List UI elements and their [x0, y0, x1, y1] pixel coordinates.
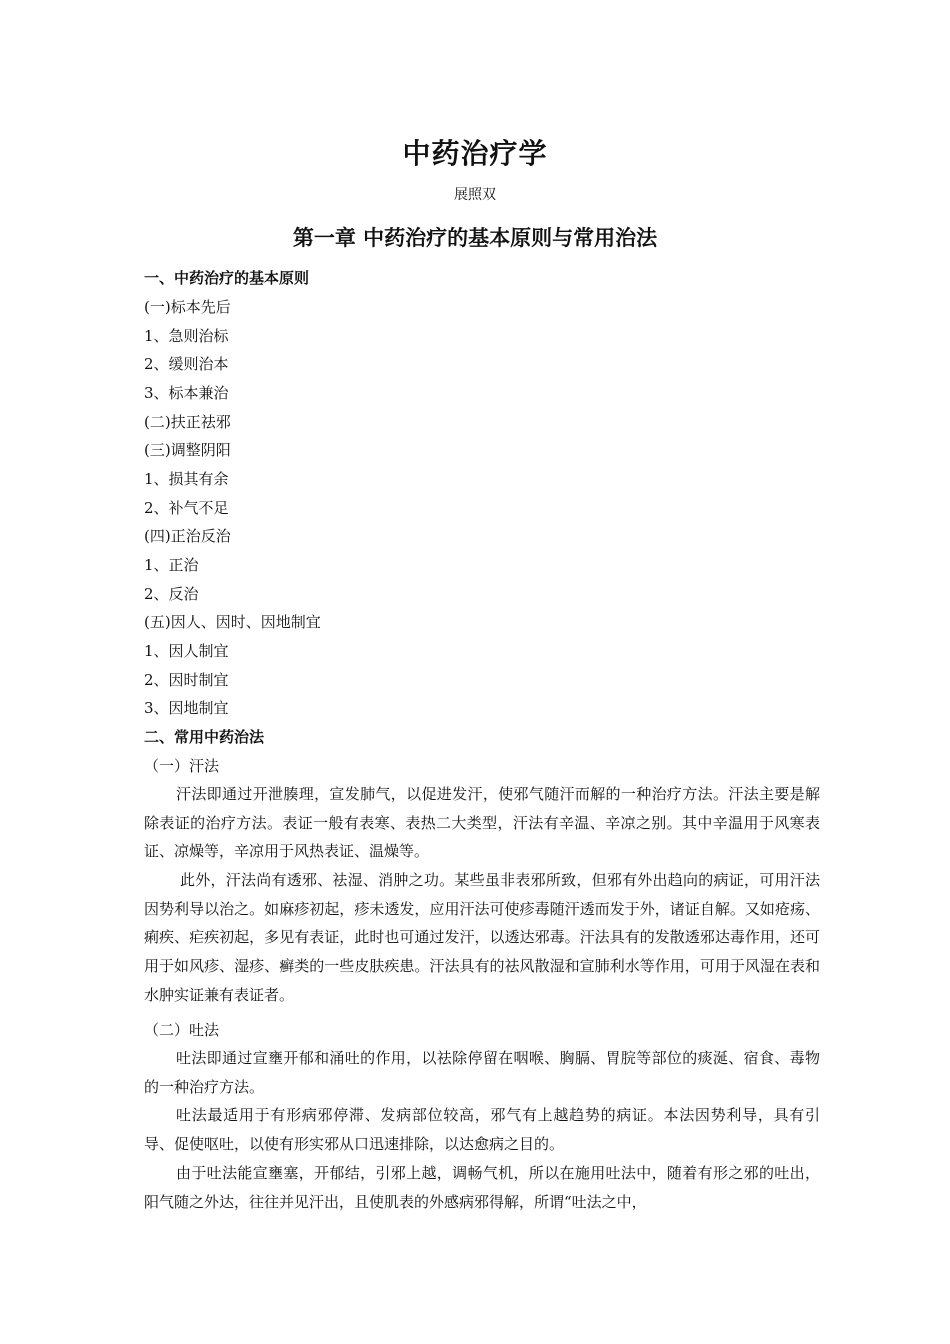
body-paragraph: 由于吐法能宣壅塞，开郁结，引邪上越，调畅气机，所以在施用吐法中，随着有形之邪的吐出，阳气随之外达，往往并见汗出，且使肌表的外感病邪得解，所谓“吐法之中，	[144, 1164, 820, 1211]
outline-item: 2、反治	[144, 585, 199, 603]
subsection-heading: （一）汗法	[144, 757, 220, 775]
outline-item: 1、损其有余	[144, 470, 229, 488]
outline-item: (一)标本先后	[144, 298, 231, 316]
subsection-heading: （二）吐法	[144, 1021, 220, 1039]
document-title: 中药治疗学	[402, 137, 548, 170]
body-paragraph: 此外，汗法尚有透邪、祛湿、消肿之功。某些虽非表邪所致，但邪有外出趋向的病证，可用汗法因势利导以治之。如麻疹初起，疹未透发，应用汗法可使疹毒随汗透而发于外，诸证自解。又如疮疡、痢疾、疟疾初起，多见有表证，此时也可通过发汗，以透达邪毒。汗法具有的发散透邪达毒作用，还可用于如风疹、湿疹、癣类的一些皮肤疾患。汗法具有的祛风散湿和宣肺利水等作用，可用于风湿在表和水肿实证兼有表证者。	[144, 871, 820, 1004]
outline-item: 3、标本兼治	[144, 384, 229, 402]
outline-item: 2、缓则治本	[144, 355, 229, 373]
outline-item: (四)正治反治	[144, 527, 231, 545]
outline-item: 1、急则治标	[144, 327, 229, 345]
outline-item: 2、补气不足	[144, 499, 229, 517]
body-paragraph: 汗法即通过开泄腠理，宣发肺气，以促进发汗，使邪气随汗而解的一种治疗方法。汗法主要是解除表证的治疗方法。表证一般有表寒、表热二大类型，汗法有辛温、辛凉之别。其中辛温用于风寒表证、凉燥等，辛凉用于风热表证、温燥等。	[144, 785, 820, 861]
section-heading: 一、中药治疗的基本原则	[144, 269, 310, 287]
outline-item: 3、因地制宜	[144, 699, 229, 717]
body-paragraph: 吐法最适用于有形病邪停滞、发病部位较高，邪气有上越趋势的病证。本法因势利导，具有引导、促使呕吐，以使有形实邪从口迅速排除，以达愈病之目的。	[144, 1106, 820, 1153]
body-paragraph: 吐法即通过宣壅开郁和涌吐的作用，以祛除停留在咽喉、胸膈、胃脘等部位的痰涎、宿食、毒物的一种治疗方法。	[144, 1049, 820, 1096]
outline-item: (二)扶正祛邪	[144, 413, 231, 431]
outline-item: 2、因时制宜	[144, 671, 229, 689]
chapter-title: 第一章 中药治疗的基本原则与常用治法	[292, 226, 658, 250]
outline-item: 1、正治	[144, 556, 199, 574]
outline-item: 1、因人制宜	[144, 642, 229, 660]
outline-item: (五)因人、因时、因地制宜	[144, 613, 321, 631]
document-author: 展照双	[454, 187, 496, 203]
outline-item: (三)调整阴阳	[144, 441, 231, 459]
section-heading: 二、常用中药治法	[144, 728, 265, 746]
